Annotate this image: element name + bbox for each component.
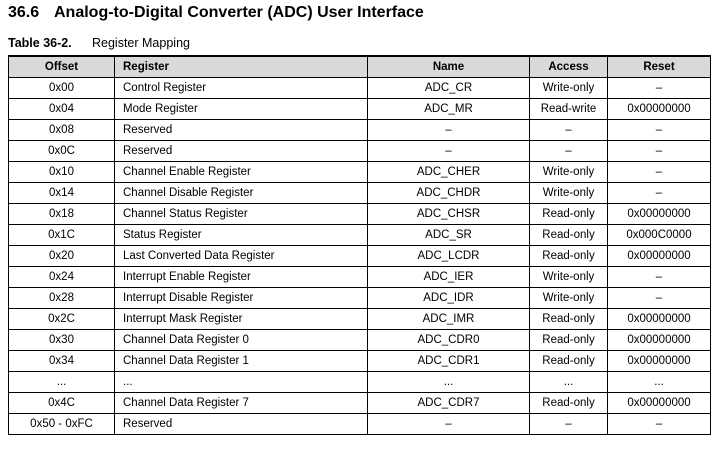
cell-reset: – [608, 287, 711, 308]
cell-access: ... [530, 371, 608, 392]
cell-name: ... [368, 371, 530, 392]
cell-access: Write-only [530, 182, 608, 203]
cell-name: ADC_MR [368, 98, 530, 119]
cell-offset: 0x14 [9, 182, 115, 203]
cell-access: – [530, 140, 608, 161]
header-reset: Reset [608, 56, 711, 77]
cell-access: Read-only [530, 392, 608, 413]
cell-register: Channel Data Register 7 [115, 392, 368, 413]
table-row [9, 161, 711, 182]
cell-name: ADC_CDR7 [368, 392, 530, 413]
cell-reset: 0x00000000 [608, 203, 711, 224]
table-row [9, 350, 711, 371]
cell-access: Read-only [530, 203, 608, 224]
section-title: Analog-to-Digital Converter (ADC) User Interface [54, 4, 424, 21]
cell-offset: 0x1C [9, 224, 115, 245]
cell-register: Channel Status Register [115, 203, 368, 224]
cell-access: Write-only [530, 287, 608, 308]
cell-name: – [368, 413, 530, 434]
cell-register: Interrupt Mask Register [115, 308, 368, 329]
cell-name: ADC_LCDR [368, 245, 530, 266]
cell-reset: 0x00000000 [608, 329, 711, 350]
table-row [9, 119, 711, 140]
cell-name: ADC_IER [368, 266, 530, 287]
cell-register: Interrupt Enable Register [115, 266, 368, 287]
cell-reset: – [608, 413, 711, 434]
table-body [9, 77, 711, 434]
cell-access: Read-only [530, 350, 608, 371]
table-caption-title: Register Mapping [92, 36, 190, 50]
cell-offset: 0x10 [9, 161, 115, 182]
cell-access: – [530, 413, 608, 434]
cell-reset: – [608, 161, 711, 182]
cell-name: ADC_IMR [368, 308, 530, 329]
cell-register: Mode Register [115, 98, 368, 119]
cell-register: Status Register [115, 224, 368, 245]
cell-offset: 0x00 [9, 77, 115, 98]
table-row [9, 413, 711, 434]
cell-access: Write-only [530, 266, 608, 287]
cell-offset: 0x08 [9, 119, 115, 140]
table-row [9, 329, 711, 350]
table-row [9, 203, 711, 224]
cell-name: ADC_CDR1 [368, 350, 530, 371]
cell-offset: ... [9, 371, 115, 392]
header-access: Access [530, 56, 608, 77]
cell-offset: 0x28 [9, 287, 115, 308]
cell-access: – [530, 119, 608, 140]
cell-reset: 0x00000000 [608, 98, 711, 119]
cell-register: Reserved [115, 140, 368, 161]
cell-register: Control Register [115, 77, 368, 98]
cell-reset: 0x00000000 [608, 392, 711, 413]
cell-name: ADC_IDR [368, 287, 530, 308]
cell-access: Read-only [530, 245, 608, 266]
cell-access: Read-only [530, 308, 608, 329]
table-row [9, 266, 711, 287]
table-row [9, 140, 711, 161]
cell-offset: 0x34 [9, 350, 115, 371]
section-heading [8, 4, 424, 22]
cell-reset: – [608, 182, 711, 203]
cell-reset: 0x00000000 [608, 350, 711, 371]
cell-reset: ... [608, 371, 711, 392]
table-header-row [9, 56, 711, 77]
cell-offset: 0x50 - 0xFC [9, 413, 115, 434]
cell-offset: 0x4C [9, 392, 115, 413]
table-row [9, 224, 711, 245]
cell-register: Interrupt Disable Register [115, 287, 368, 308]
cell-offset: 0x2C [9, 308, 115, 329]
cell-offset: 0x30 [9, 329, 115, 350]
cell-name: ADC_CDR0 [368, 329, 530, 350]
cell-access: Read-write [530, 98, 608, 119]
cell-reset: 0x00000000 [608, 245, 711, 266]
cell-offset: 0x18 [9, 203, 115, 224]
cell-register: Channel Data Register 0 [115, 329, 368, 350]
cell-offset: 0x24 [9, 266, 115, 287]
cell-register: Reserved [115, 119, 368, 140]
cell-name: ADC_CHSR [368, 203, 530, 224]
section-number: 36.6 [8, 4, 40, 21]
cell-reset: – [608, 77, 711, 98]
cell-offset: 0x20 [9, 245, 115, 266]
cell-name: ADC_CHDR [368, 182, 530, 203]
table-row [9, 392, 711, 413]
cell-register: Channel Disable Register [115, 182, 368, 203]
cell-register: Channel Enable Register [115, 161, 368, 182]
cell-reset: – [608, 266, 711, 287]
cell-access: Write-only [530, 77, 608, 98]
cell-reset: – [608, 119, 711, 140]
table-caption-label: Table 36-2. [8, 36, 72, 50]
cell-access: Read-only [530, 224, 608, 245]
table-row [9, 98, 711, 119]
cell-register: ... [115, 371, 368, 392]
table-row [9, 371, 711, 392]
cell-register: Channel Data Register 1 [115, 350, 368, 371]
cell-offset: 0x04 [9, 98, 115, 119]
cell-reset: 0x00000000 [608, 308, 711, 329]
register-mapping-table [8, 55, 711, 435]
table-caption [8, 36, 190, 50]
cell-access: Write-only [530, 161, 608, 182]
cell-name: – [368, 140, 530, 161]
cell-reset: – [608, 140, 711, 161]
cell-name: ADC_SR [368, 224, 530, 245]
table-row [9, 308, 711, 329]
header-name: Name [368, 56, 530, 77]
cell-name: ADC_CHER [368, 161, 530, 182]
cell-reset: 0x000C0000 [608, 224, 711, 245]
cell-register: Reserved [115, 413, 368, 434]
cell-register: Last Converted Data Register [115, 245, 368, 266]
table-row [9, 182, 711, 203]
table-row [9, 287, 711, 308]
table-row [9, 77, 711, 98]
table-row [9, 245, 711, 266]
header-register: Register [115, 56, 368, 77]
cell-offset: 0x0C [9, 140, 115, 161]
header-offset: Offset [9, 56, 115, 77]
cell-name: – [368, 119, 530, 140]
cell-access: Read-only [530, 329, 608, 350]
cell-name: ADC_CR [368, 77, 530, 98]
